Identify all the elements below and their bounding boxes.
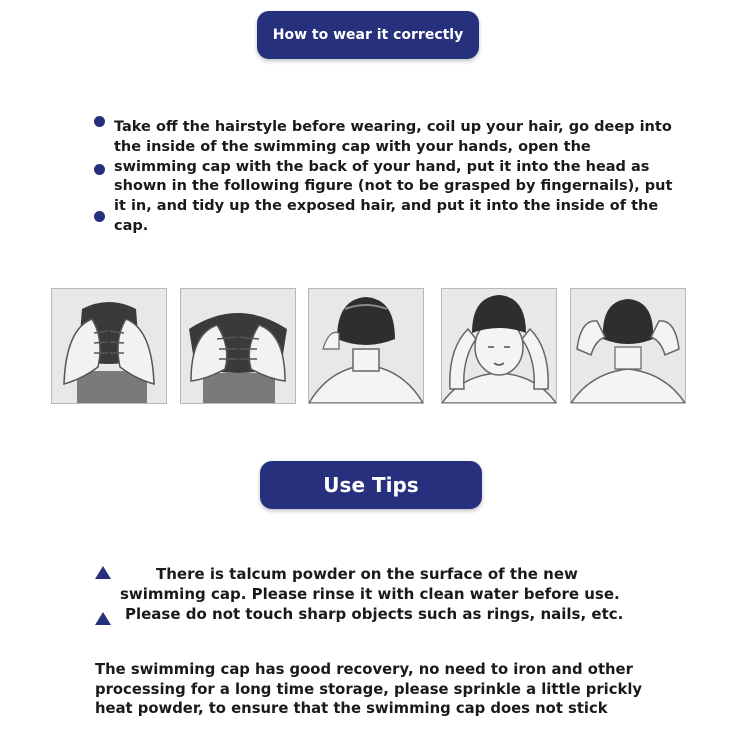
use-tips-title: Use Tips <box>323 473 419 497</box>
tip-sharp-objects-line: Please do not touch sharp objects such as rings, nails, etc. <box>125 605 624 623</box>
tidy-hair-back-icon <box>570 288 686 404</box>
wearing-instructions: Take off the hairstyle before wearing, coil up your hair, go deep into the inside of the swimming cap with your hands, open the swimming cap with the back of your hand, put it into the head as shown in the following figure (not to be grasped by fingernails), put it in, and tidy up the exposed hair, and put it into the inside of the cap. <box>114 119 673 234</box>
bullet-dot-icon <box>94 211 105 222</box>
how-to-wear-title: How to wear it correctly <box>272 27 464 43</box>
bullet-triangle-icon <box>95 566 111 579</box>
bullet-dot-icon <box>94 116 105 127</box>
hands-open-cap-icon <box>180 288 296 404</box>
how-to-wear-header <box>257 11 479 59</box>
cap-on-head-back-icon <box>308 288 424 404</box>
use-tips-header <box>260 461 482 509</box>
storage-note: The swimming cap has good recovery, no need to iron and other processing for a long time storage, please sprinkle a little prickly heat powder, to ensure that the swimming cap does not stick <box>95 661 643 717</box>
tip-rinse-line: swimming cap. Please rinse it with clean water before use. <box>120 585 620 603</box>
hands-stretch-cap-icon <box>51 288 167 404</box>
bullet-triangle-icon <box>95 612 111 625</box>
step-photos <box>0 288 750 404</box>
tip-talcum-line: There is talcum powder on the surface of the new <box>156 565 578 583</box>
bullet-dot-icon <box>94 164 105 175</box>
man-pulling-cap-icon <box>441 288 557 404</box>
